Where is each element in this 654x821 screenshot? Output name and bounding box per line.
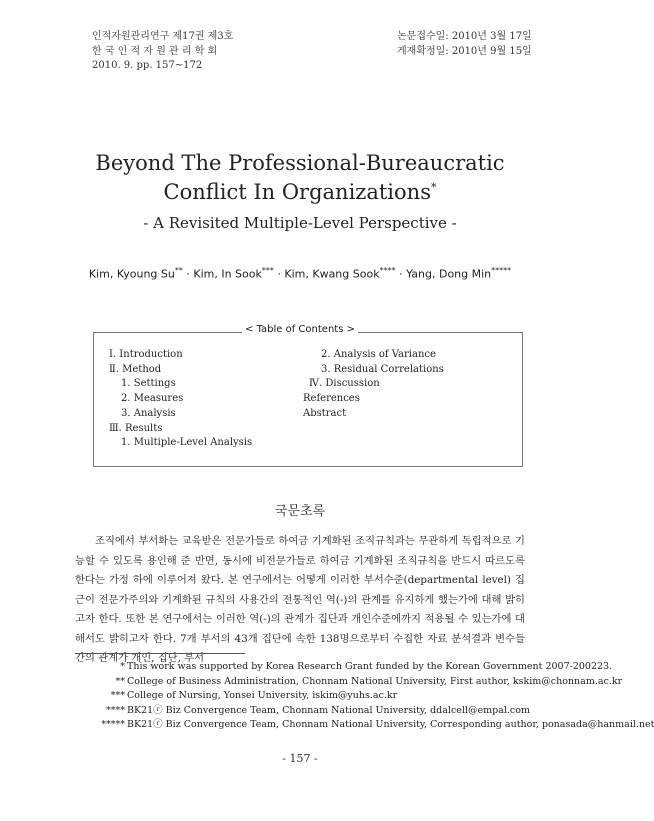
- author-footnote-mark: *****: [491, 266, 512, 275]
- toc-item: 1. Settings: [121, 378, 176, 390]
- toc-item: Ⅲ. Results: [109, 422, 163, 434]
- abstract-body: [75, 532, 525, 669]
- toc-heading: [0, 324, 600, 335]
- author-name: Yang, Dong Min: [406, 267, 492, 281]
- journal-name: 인적자원관리연구 제17권 제3호: [92, 31, 234, 42]
- toc-item: Ⅱ. Method: [109, 363, 162, 375]
- abstract-paragraph: 조직에서 부서화는 교육받은 전문가들로 하여금 기계화된 조직규칙과는 무관하게 독립적으로 기능할 수 있도록 용인해 준 반면, 동시에 비전문가들로 하여금 기계화된 조직규칙을 반드시 따르도록 한다는 가정 하에 이루어져 왔다. 본 연구에서는 어떻게 이러한 부서수준(departmental level) 집근이 전문가주의와 기계화된 규칙의 사용간의 전통적인 역(-)의 관계를 유지하게 했는가에 대해 밝히고자 한다. 또한 본 연구에서는 이러한 역(-)의 관계가 집단과 개인수준에까지 적용될 수 있는가에 대해서도 밝히고자 한다. 7개 부서의 43개 집단에 속한 138명으로부터 수집한 자료 분석결과 변수들 간의 관계가 개인, 집단, 부서: [75, 535, 525, 664]
- footnote: [75, 675, 623, 690]
- footnote-mark: ***: [110, 690, 125, 701]
- author-name: Kim, Kwang Sook: [284, 267, 380, 281]
- footnotes: [75, 660, 654, 733]
- paper-subtitle: - A Revisited Multiple-Level Perspective -: [143, 214, 457, 232]
- received-date: 논문접수일: 2010년 3월 17일: [397, 31, 532, 42]
- paper-title-line1: Beyond The Professional-Bureaucratic: [95, 151, 505, 175]
- footnote-text: BK21ⓡ Biz Convergence Team, Chonnam National University, ddalcell@empal.com: [127, 704, 530, 716]
- footnote-text: This work was supported by Korea Research Grant funded by the Korean Government 2007-200223.: [127, 661, 613, 672]
- journal-info: [92, 30, 233, 74]
- toc-left-column: [103, 348, 252, 451]
- author-name: Kim, In Sook: [193, 267, 262, 281]
- author-separator: ·: [182, 267, 194, 281]
- author-footnote-mark: ***: [261, 266, 274, 275]
- page-number: - 157 -: [282, 752, 318, 765]
- toc-item: Abstract: [303, 407, 347, 419]
- submission-dates: [397, 30, 532, 59]
- toc-item: 1. Multiple-Level Analysis: [121, 437, 253, 449]
- footnote: [75, 704, 530, 719]
- footnote: [75, 660, 613, 675]
- footnote-mark: *****: [101, 719, 125, 730]
- abstract-title: 국문초록: [274, 504, 326, 519]
- issue-pages: 2010. 9. pp. 157~172: [92, 60, 203, 71]
- footnote-mark: *: [120, 661, 125, 672]
- society-name: 한 국 인 적 자 원 관 리 학 회: [92, 45, 218, 57]
- paper-title-line2: [0, 180, 600, 204]
- footnote-mark: **: [115, 675, 125, 687]
- author-separator: ·: [273, 267, 285, 281]
- toc-item: References: [303, 393, 360, 405]
- author-footnote-mark: **: [174, 266, 183, 275]
- toc-item: 3. Residual Correlations: [321, 363, 444, 375]
- footnote-divider: [75, 653, 245, 654]
- toc-right-column: [303, 348, 444, 422]
- footnote-text: College of Business Administration, Chonnam National University, First author, kskim@chonnam.ac.kr: [127, 675, 623, 687]
- accepted-date: 게재확정일: 2010년 9월 15일: [397, 45, 532, 57]
- toc-item: Ⅰ. Introduction: [109, 349, 183, 360]
- toc-item: 3. Analysis: [121, 407, 176, 419]
- footnote-mark: ****: [106, 704, 125, 716]
- toc-item: 2. Analysis of Variance: [321, 349, 436, 360]
- footnote-text: BK21ⓡ Biz Convergence Team, Chonnam National University, Corresponding author, ponasada@hanmail.net: [127, 719, 654, 730]
- toc-item: Ⅳ. Discussion: [309, 378, 380, 390]
- toc-heading-text: < Table of Contents >: [242, 324, 358, 335]
- author-footnote-mark: ****: [379, 266, 396, 275]
- footnote: [75, 718, 654, 733]
- footnote: [75, 689, 525, 704]
- author-separator: ·: [395, 267, 407, 281]
- author-list: [0, 266, 600, 281]
- title-footnote-mark: *: [430, 181, 437, 194]
- toc-item: 2. Measures: [121, 393, 184, 405]
- author-name: Kim, Kyoung Su: [88, 267, 175, 281]
- footnote-text: College of Nursing, Yonsei University, iskim@yuhs.ac.kr: [127, 690, 398, 701]
- paper-title-line2-text: Conflict In Organizations: [163, 180, 431, 204]
